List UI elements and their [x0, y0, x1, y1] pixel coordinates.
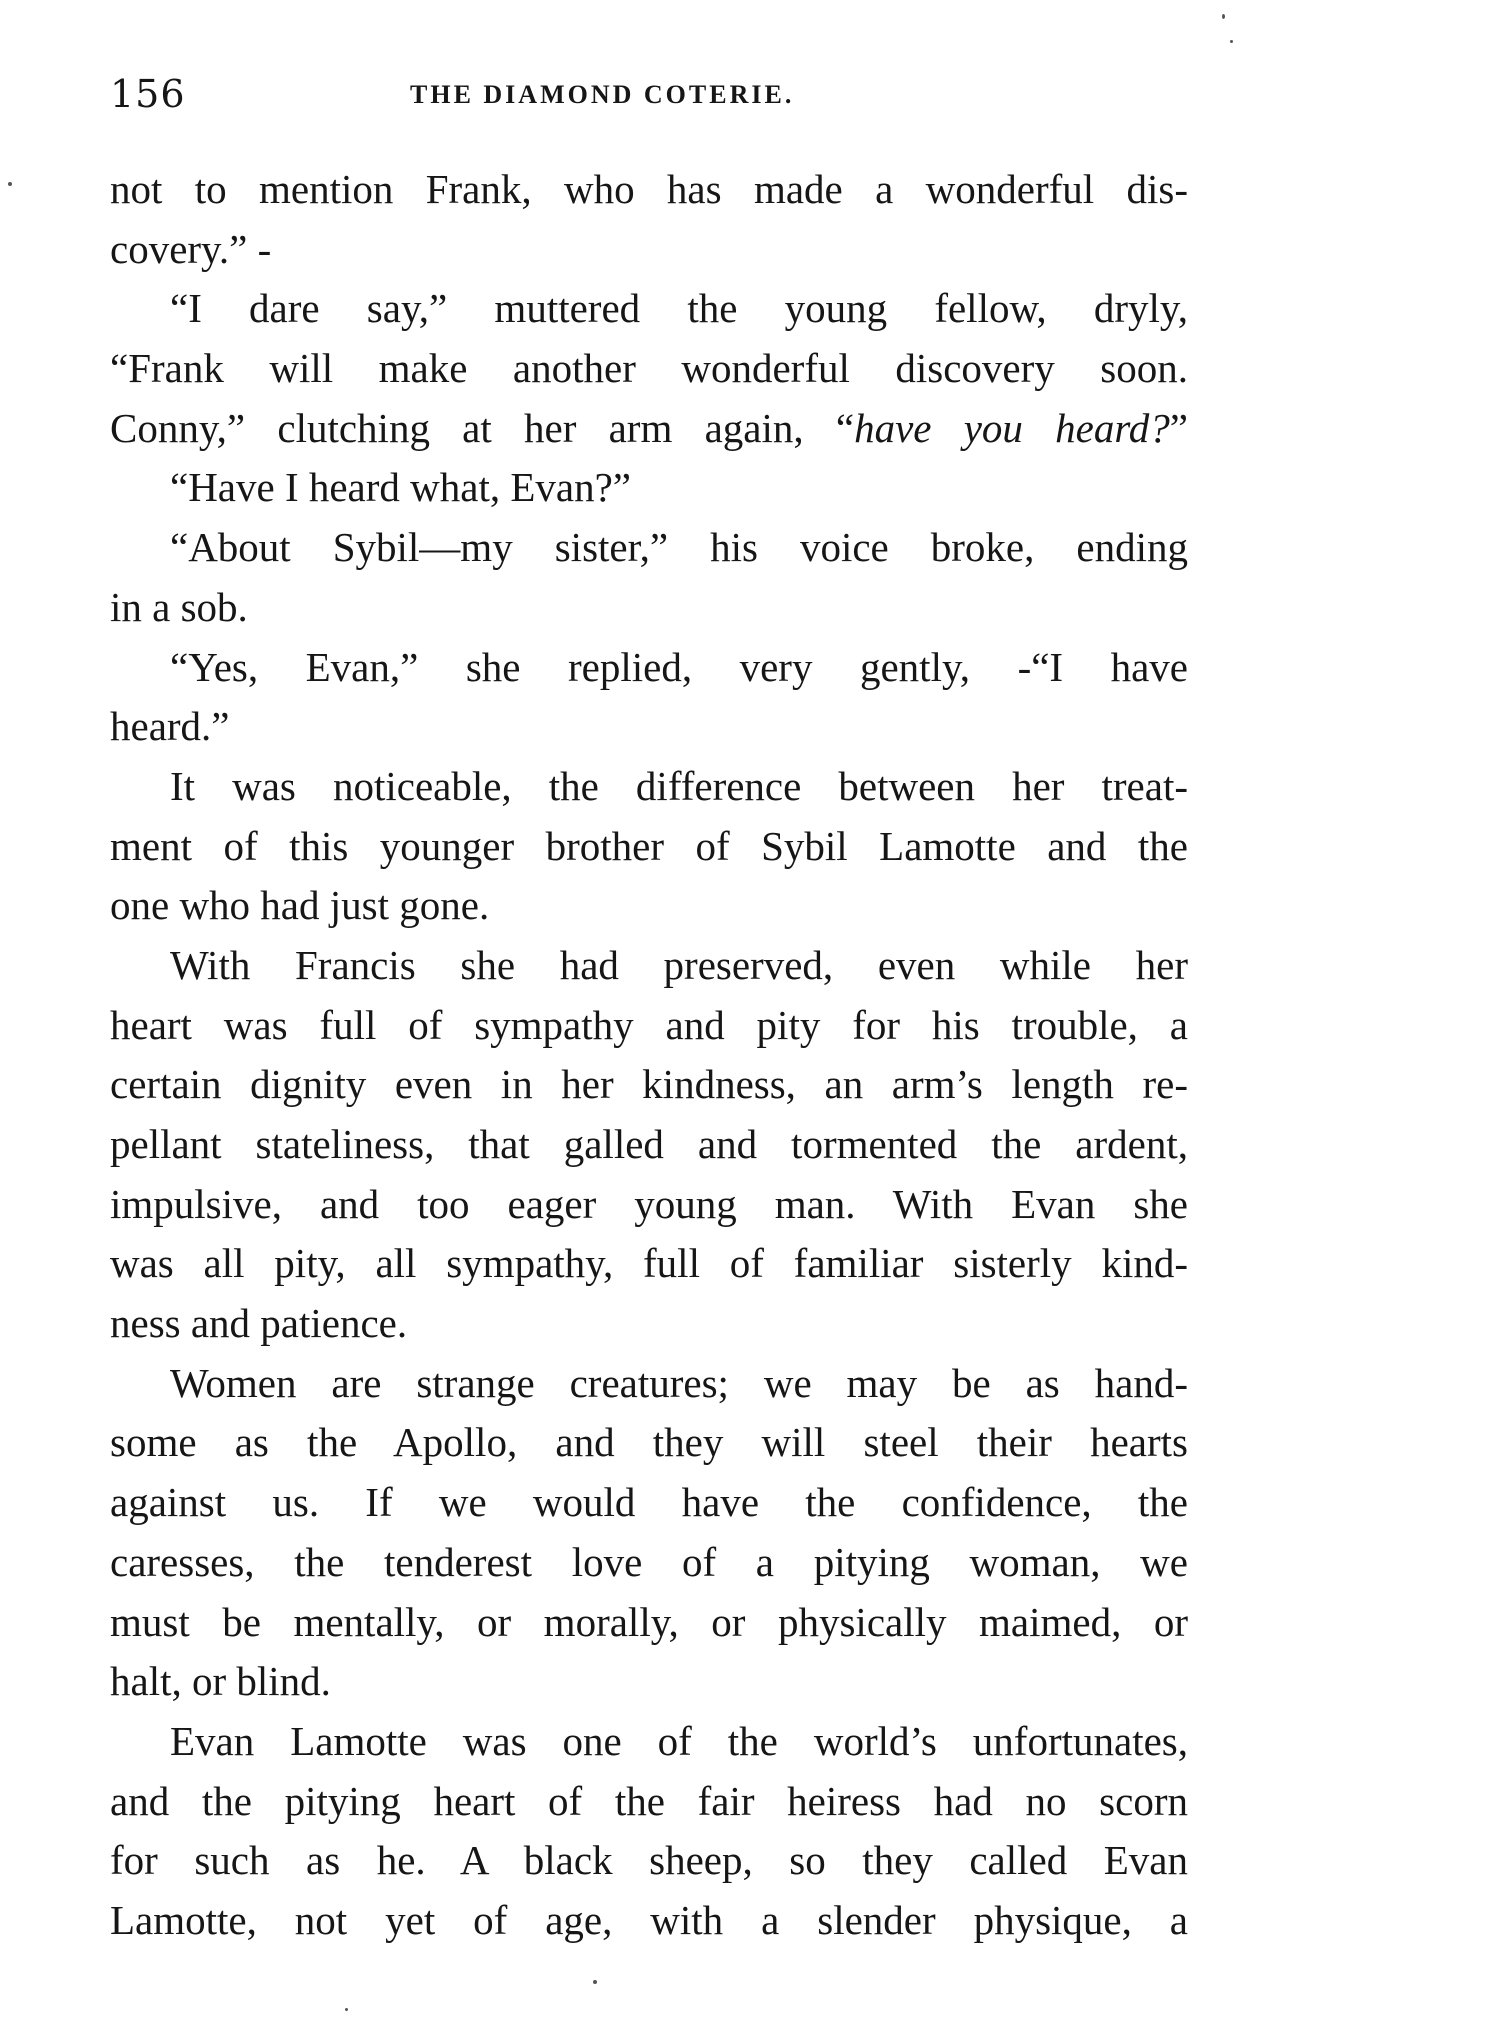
text-line: “Frank will make another wonderful discovery soon. — [110, 345, 1188, 392]
page-number: 156 — [110, 72, 186, 116]
text-line: heart was full of sympathy and pity for his trouble, a — [110, 1001, 1188, 1048]
text-line: and the pitying heart of the fair heiress had no scorn — [110, 1777, 1188, 1824]
text-line: covery.” - — [110, 225, 272, 272]
text-line-mixed — [110, 399, 1188, 459]
text-line: against us. If we would have the confidence, the — [110, 1479, 1188, 1526]
paper-speck — [1222, 14, 1225, 19]
text-line: halt, or blind. — [110, 1658, 331, 1705]
text-line: “Have I heard what, Evan?” — [170, 464, 631, 511]
text-line: Lamotte, not yet of age, with a slender physique, a — [110, 1896, 1188, 1943]
text-line: caresses, the tenderest love of a pitying woman, we — [110, 1538, 1188, 1585]
text-line: “About Sybil—my sister,” his voice broke, ending — [170, 524, 1188, 571]
italic-text: have you heard? — [854, 404, 1170, 451]
text-line: not to mention Frank, who has made a wonderful dis- — [110, 166, 1188, 212]
text-line: With Francis she had preserved, even while her — [170, 941, 1188, 988]
body-text — [110, 160, 1188, 1951]
text-line: was all pity, all sympathy, full of familiar sisterly kind- — [110, 1240, 1188, 1287]
text-line: must be mentally, or morally, or physically maimed, or — [110, 1598, 1188, 1645]
paper-speck — [8, 182, 12, 186]
text-line: in a sob. — [110, 583, 248, 630]
text-line: Women are strange creatures; we may be as hand- — [170, 1359, 1188, 1406]
text-line: heard.” — [110, 703, 230, 750]
page-header — [110, 72, 1195, 122]
text-line: impulsive, and too eager young man. With Evan she — [110, 1180, 1188, 1227]
text-line: “I dare say,” muttered the young fellow, dryly, — [170, 285, 1188, 332]
paper-speck — [593, 1980, 597, 1984]
text-line: for such as he. A black sheep, so they called Evan — [110, 1837, 1188, 1884]
text-line: “Yes, Evan,” she replied, very gently, -“I have — [170, 643, 1188, 690]
text-line: ness and patience. — [110, 1300, 408, 1347]
text-line: some as the Apollo, and they will steel their hearts — [110, 1419, 1188, 1466]
text-line: pellant stateliness, that galled and tormented the ardent, — [110, 1121, 1188, 1167]
text-line: certain dignity even in her kindness, an arm’s length re- — [110, 1061, 1188, 1108]
paper-speck — [1230, 40, 1233, 43]
text-line: It was noticeable, the difference between her treat- — [170, 762, 1188, 809]
running-head: THE DIAMOND COTERIE. — [410, 80, 795, 109]
paper-speck — [345, 2008, 348, 2011]
text-line: one who had just gone. — [110, 882, 490, 929]
text-line: Evan Lamotte was one of the world’s unfortunates, — [170, 1717, 1188, 1764]
text-line: ment of this younger brother of Sybil Lamotte and the — [110, 822, 1188, 869]
text-segment: Conny,” clutching at her arm again, “ — [110, 404, 855, 451]
text-segment: ” — [1169, 404, 1188, 451]
